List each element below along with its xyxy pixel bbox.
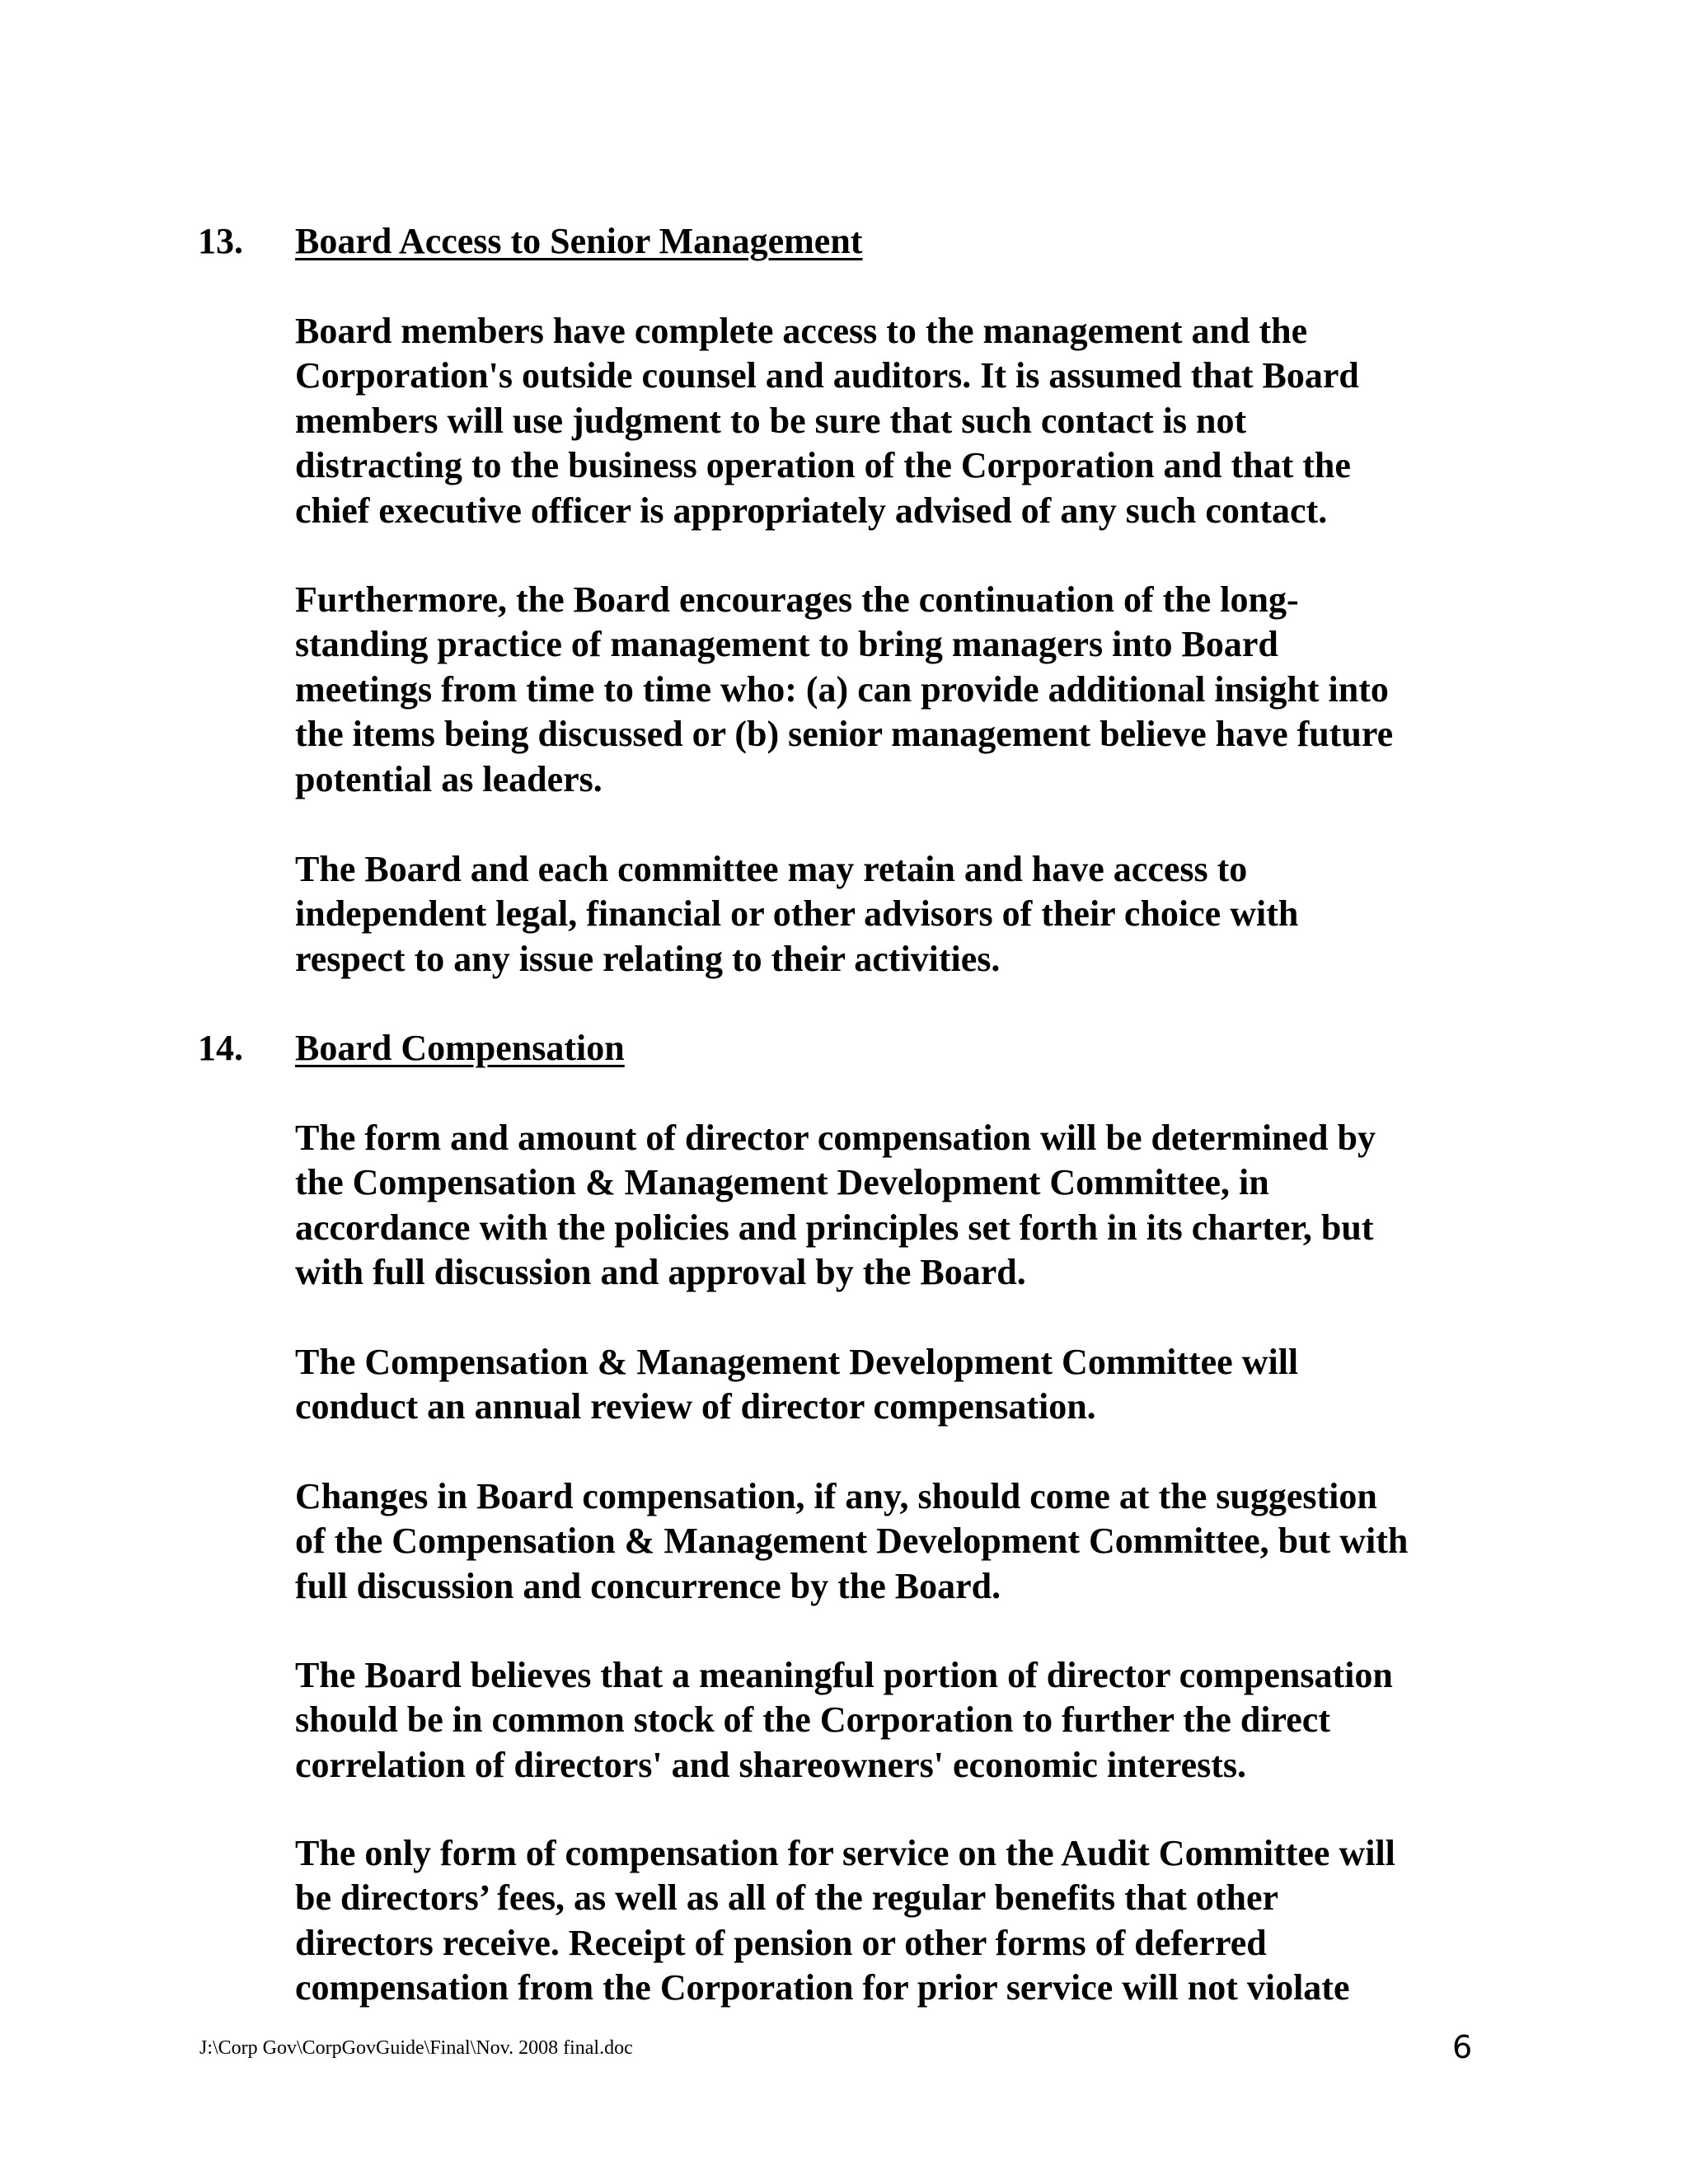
text-line: Furthermore, the Board encourages the continuation of the long- [295,579,1299,620]
text-line: full discussion and concurrence by the Board. [295,1565,1001,1606]
text-line: Board members have complete access to the management and the [295,311,1308,351]
paragraph [295,1653,1482,1788]
text-line: distracting to the business operation of the Corporation and that the [295,445,1351,486]
text-line: The Compensation & Management Development Committee will [295,1342,1299,1382]
section-number: 13. [198,221,243,261]
text-line: The only form of compensation for service on the Audit Committee will [295,1833,1395,1873]
text-line: compensation from the Corporation for prior service will not violate [295,1967,1350,2008]
paragraph [295,1474,1482,1609]
paragraph [295,1116,1482,1296]
paragraph [295,1831,1482,2011]
text-line: chief executive officer is appropriately advised of any such contact. [295,490,1328,531]
section-number: 14. [198,1028,243,1068]
paragraph [295,309,1482,533]
text-line: accordance with the policies and principles set forth in its charter, but [295,1207,1374,1248]
text-line: be directors’ fees, as well as all of the regular benefits that other [295,1877,1279,1919]
section-title: Board Compensation [295,1028,625,1068]
text-line: conduct an annual review of director compensation. [295,1386,1096,1427]
text-line: The Board and each committee may retain and have access to [295,849,1248,889]
paragraph [295,578,1482,802]
text-line: should be in common stock of the Corporation to further the direct [295,1699,1330,1741]
text-line: with full discussion and approval by the Board. [295,1252,1026,1293]
text-line: Corporation's outside counsel and auditors. It is assumed that Board [295,355,1359,396]
text-line: directors receive. Receipt of pension or other forms of deferred [295,1922,1267,1963]
text-line: correlation of directors' and shareowners' economic interests. [295,1744,1246,1785]
text-line: independent legal, financial or other advisors of their choice with [295,893,1299,935]
text-line: respect to any issue relating to their activities. [295,938,1001,979]
text-line: members will use judgment to be sure that such contact is not [295,400,1247,441]
text-line: potential as leaders. [295,758,603,799]
text-line: Changes in Board compensation, if any, should come at the suggestion [295,1476,1377,1516]
page-number: 6 [1452,2029,1473,2065]
footer-file-path: J:\Corp Gov\CorpGovGuide\Final\Nov. 2008 final.doc [199,2037,633,2059]
text-line: the Compensation & Management Development Committee, in [295,1162,1269,1203]
text-line: The form and amount of director compensation will be determined by [295,1118,1376,1158]
paragraph [295,847,1482,982]
section-title: Board Access to Senior Management [295,221,863,261]
paragraph [295,1340,1482,1430]
text-line: meetings from time to time who: (a) can provide additional insight into [295,668,1389,710]
text-line: of the Compensation & Management Development Committee, but with [295,1521,1409,1562]
text-line: standing practice of management to bring managers into Board [295,624,1278,665]
text-line: the items being discussed or (b) senior management believe have future [295,714,1394,755]
text-line: The Board believes that a meaningful portion of director compensation [295,1655,1393,1695]
